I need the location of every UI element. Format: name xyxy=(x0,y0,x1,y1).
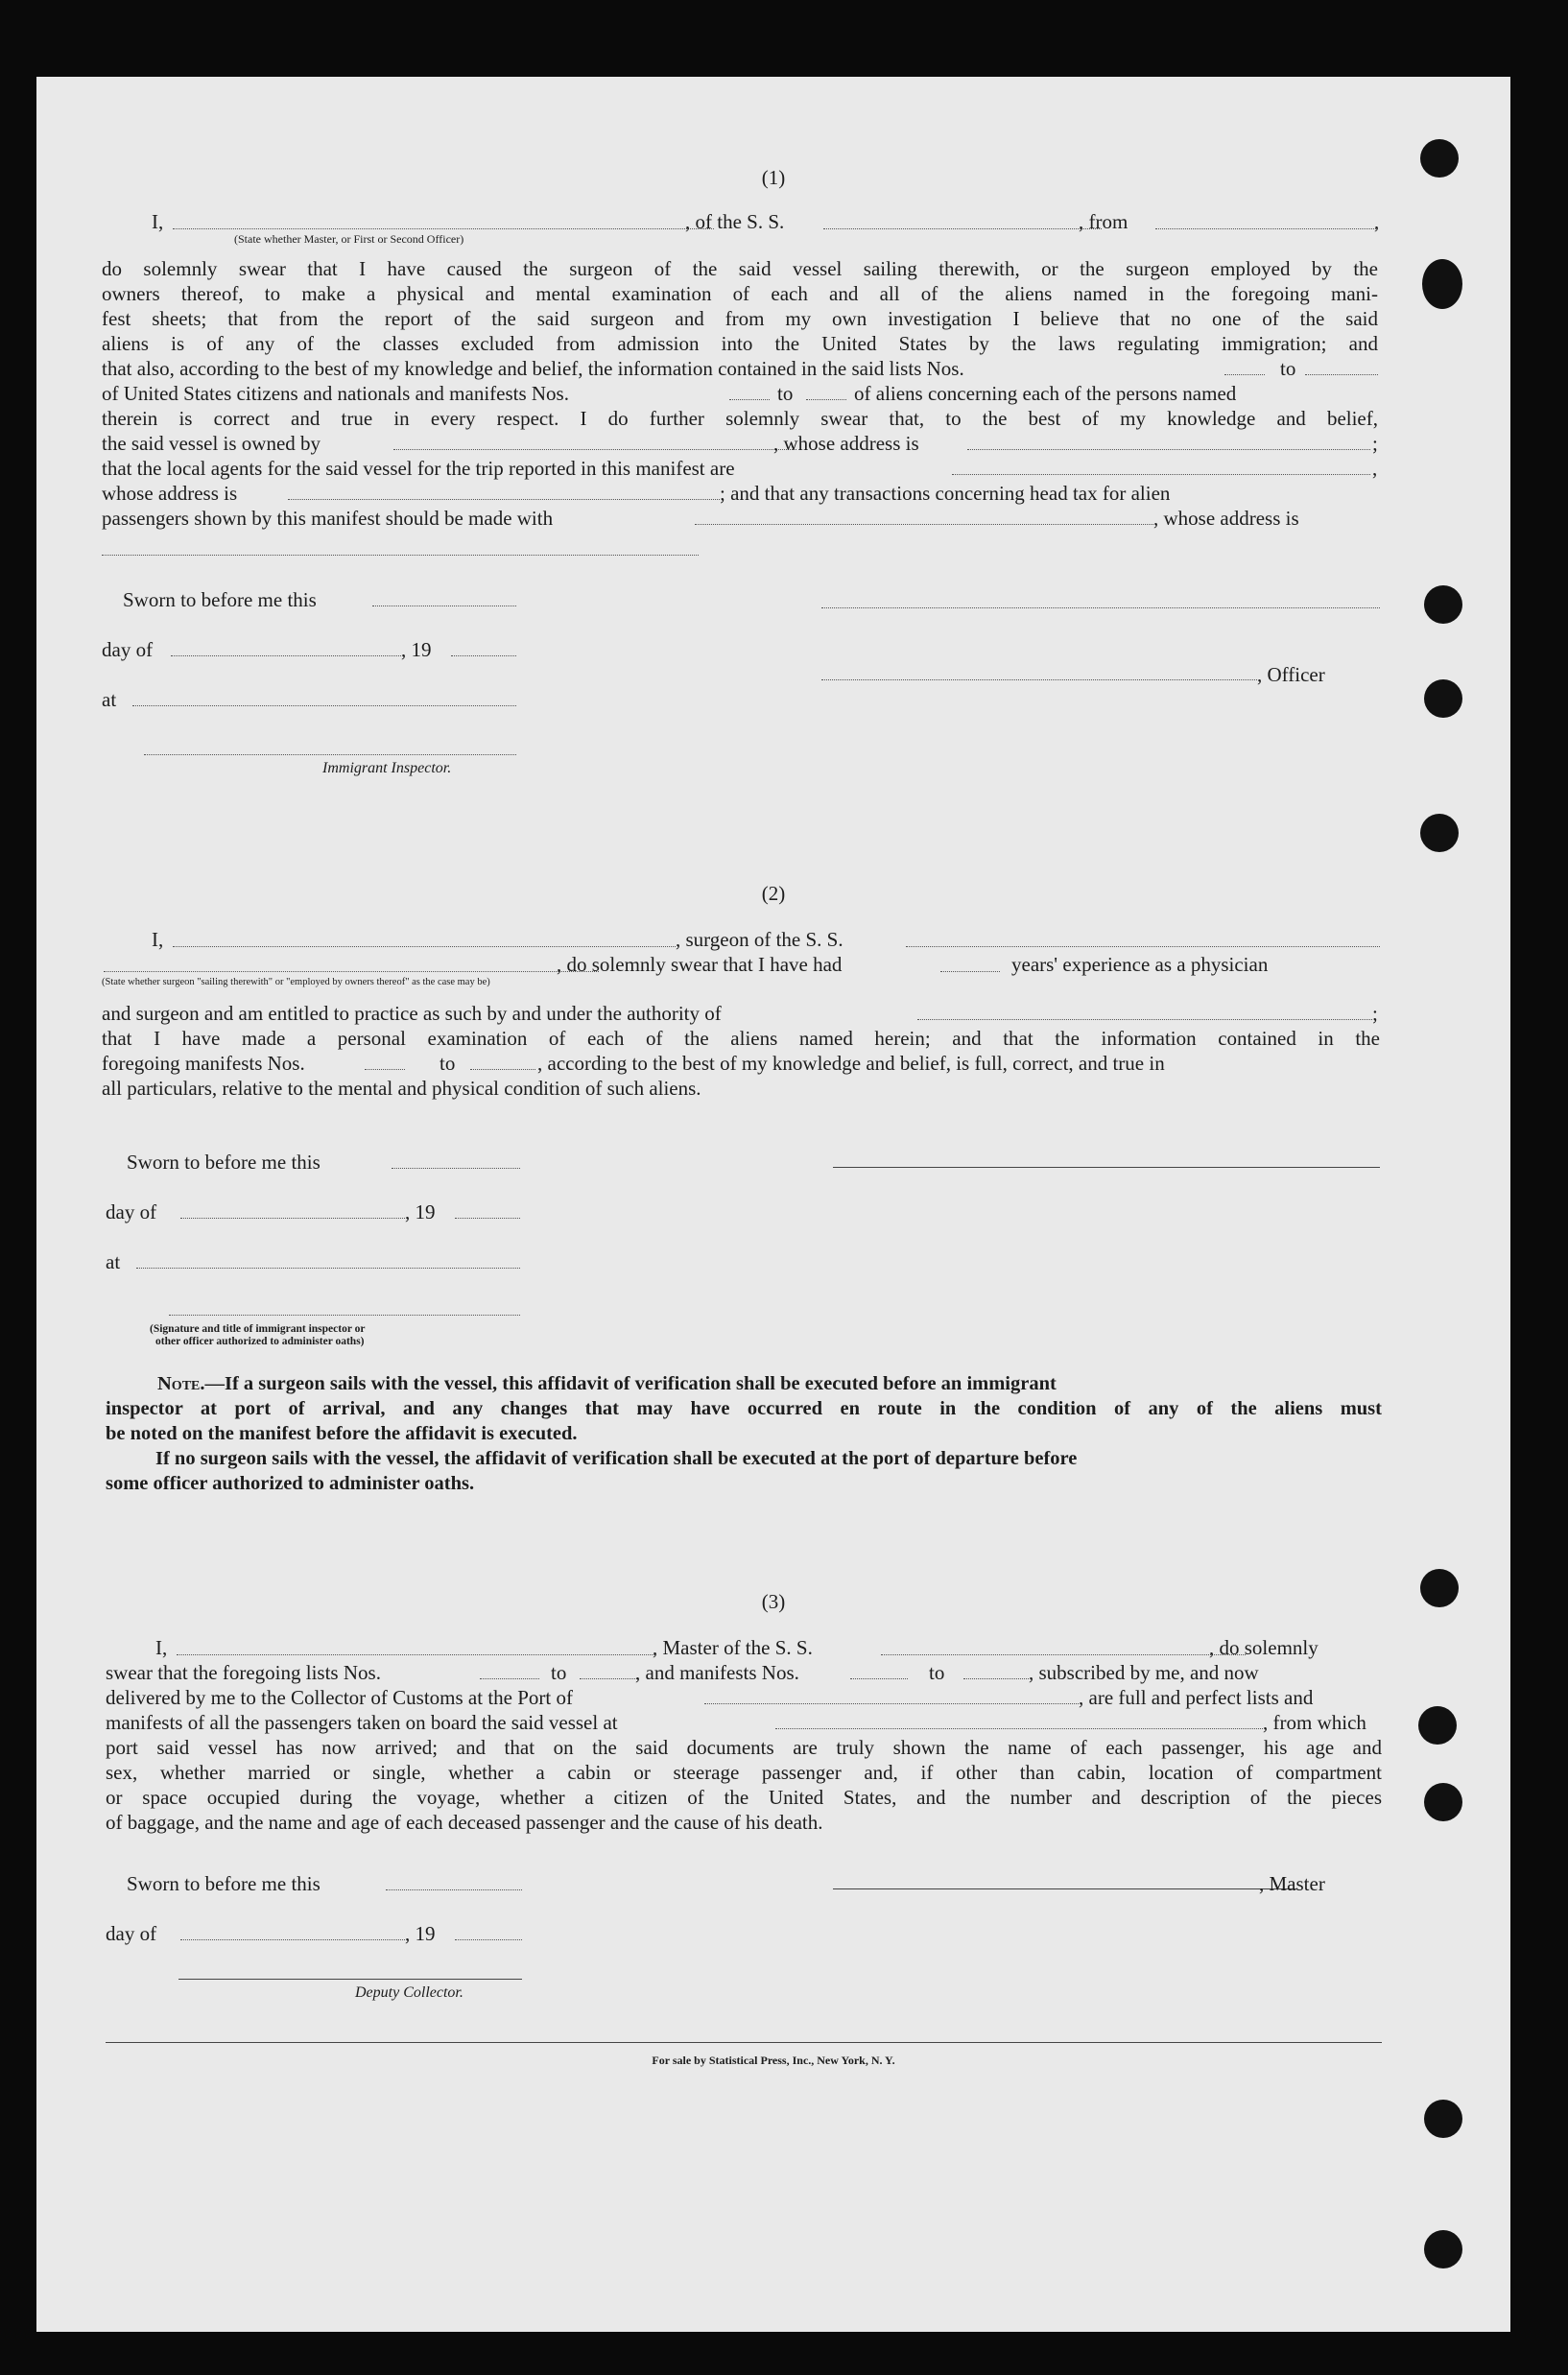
section-2-number: (2) xyxy=(761,882,786,905)
s3-year-field[interactable] xyxy=(455,1939,522,1940)
s1-line-4: aliens is of any of the classes excluded from admission into the United States by the laws regulating immigration; and xyxy=(102,332,1378,355)
s2-sig-hint-1: (Signature and title of immigrant inspector or xyxy=(150,1323,366,1335)
s1-line-6: of United States citizens and nationals and manifests Nos. xyxy=(102,382,569,405)
s3-line-7: or space occupied during the voyage, whether a citizen of the United States, and the number and description of the pieces xyxy=(106,1786,1382,1809)
punch-hole xyxy=(1420,814,1459,852)
s3-line-2a: swear that the foregoing lists Nos. xyxy=(106,1661,381,1684)
s1-of-aliens: of aliens concerning each of the persons named xyxy=(854,382,1237,405)
s1-inspector-signature-line[interactable] xyxy=(144,754,516,755)
s2-status-field[interactable] xyxy=(104,971,599,972)
s3-lists-from-field[interactable] xyxy=(480,1678,539,1679)
s3-to-1: to xyxy=(551,1661,567,1684)
s2-surgeon-name-field[interactable] xyxy=(173,946,676,947)
s1-from: , from xyxy=(1079,210,1128,233)
s1-to-1: to xyxy=(1280,357,1296,380)
s1-officer-hint: (State whether Master, or First or Second Officer) xyxy=(234,232,464,246)
s2-surgeon-of: , surgeon of the S. S. xyxy=(676,928,843,951)
punch-hole xyxy=(1424,2100,1462,2138)
s1-line-9: that the local agents for the said vessel for the trip reported in this manifest are xyxy=(102,457,735,480)
s3-line-5: port said vessel has now arrived; and that on the said documents are truly shown the name of each passenger, his age and xyxy=(106,1736,1382,1759)
s2-to: to xyxy=(440,1052,456,1075)
note-line-2: inspector at port of arrival, and any changes that may have occurred en route in the condition of any of the aliens must xyxy=(106,1398,1382,1419)
s2-year-label: , 19 xyxy=(405,1200,436,1223)
s3-month-field[interactable] xyxy=(180,1939,405,1940)
s2-at: at xyxy=(106,1250,121,1273)
s3-line-4a: manifests of all the passengers taken on board the said vessel at xyxy=(106,1711,618,1734)
s3-line-8: of baggage, and the name and age of each deceased passenger and the cause of his death. xyxy=(106,1811,823,1834)
s1-comma: , xyxy=(1374,210,1380,233)
s2-manifest-to-field[interactable] xyxy=(470,1069,535,1070)
s1-line-1: do solemnly swear that I have caused the surgeon of the said vessel sailing therewith, or the surgeon employed by the xyxy=(102,257,1378,280)
s3-sworn: Sworn to before me this xyxy=(127,1872,321,1895)
s1-comma-2: , xyxy=(1372,457,1378,480)
s2-at-field[interactable] xyxy=(136,1268,520,1269)
note-label xyxy=(157,1371,1057,1396)
s1-line-8: the said vessel is owned by xyxy=(102,432,321,455)
s3-line-2b: , and manifests Nos. xyxy=(635,1661,799,1684)
s2-line-c1: foregoing manifests Nos. xyxy=(102,1052,305,1075)
s1-semicolon: ; xyxy=(1372,432,1378,455)
s3-year-label: , 19 xyxy=(405,1922,436,1945)
s2-manifest-from-field[interactable] xyxy=(365,1069,405,1070)
s2-lead: I, xyxy=(152,928,164,951)
s2-sworn-date-field[interactable] xyxy=(392,1168,520,1169)
s1-lists-to-field[interactable] xyxy=(1305,374,1378,375)
s3-line-4b: , from which xyxy=(1263,1711,1366,1734)
s1-year-field[interactable] xyxy=(451,655,516,656)
note-line-3: be noted on the manifest before the affidavit is executed. xyxy=(106,1423,578,1444)
s1-to-2: to xyxy=(777,382,794,405)
s3-collector-signature-line[interactable] xyxy=(178,1979,522,1980)
s2-semicolon: ; xyxy=(1372,1002,1378,1025)
s1-inspector-title: Immigrant Inspector. xyxy=(322,760,452,776)
s1-at-field[interactable] xyxy=(132,705,516,706)
s1-line-11: passengers shown by this manifest should be made with xyxy=(102,507,554,530)
s2-years-field[interactable] xyxy=(940,971,1000,972)
s1-ship-field[interactable] xyxy=(823,228,1102,229)
s3-line-6: sex, whether married or single, whether a cabin or steerage passenger and, if other than cabin, location of compartment xyxy=(106,1761,1382,1784)
punch-hole xyxy=(1424,2230,1462,2268)
s1-of-ss: , of the S. S. xyxy=(685,210,785,233)
s1-head-tax-party-field[interactable] xyxy=(695,524,1153,525)
s3-solemnly: , do solemnly xyxy=(1209,1636,1319,1659)
s2-authority-field[interactable] xyxy=(917,1019,1372,1020)
s1-manifest-to-field[interactable] xyxy=(806,399,846,400)
s3-line-3a: delivered by me to the Collector of Customs at the Port of xyxy=(106,1686,573,1709)
s1-owner-address-label: , whose address is xyxy=(773,432,919,455)
s1-year-label: , 19 xyxy=(401,638,432,661)
s2-sig-hint-2: other officer authorized to administer oaths) xyxy=(155,1336,365,1347)
s1-line-3: fest sheets; that from the report of the said surgeon and from my own investigation I believe that no one of the said xyxy=(102,307,1378,330)
punch-hole xyxy=(1424,1783,1462,1821)
s2-years: years' experience as a physician xyxy=(1011,953,1269,976)
s1-head-tax: ; and that any transactions concerning head tax for alien xyxy=(720,482,1171,505)
s2-sworn: Sworn to before me this xyxy=(127,1151,321,1174)
s1-head-tax-address-field[interactable] xyxy=(102,555,699,556)
s2-day-of: day of xyxy=(106,1200,157,1223)
s2-surgeon-signature-line[interactable] xyxy=(833,1167,1380,1168)
s3-ship-field[interactable] xyxy=(881,1654,1246,1655)
s1-officer-signature-top-line[interactable] xyxy=(821,607,1380,608)
s1-owner-field[interactable] xyxy=(393,449,796,450)
note-label-text: Note. xyxy=(157,1373,205,1394)
punch-hole xyxy=(1418,1706,1457,1745)
punch-hole xyxy=(1422,259,1462,309)
s3-collector-title: Deputy Collector. xyxy=(355,1984,463,2001)
s1-lists-from-field[interactable] xyxy=(1224,374,1265,375)
s1-manifest-from-field[interactable] xyxy=(729,399,770,400)
s1-agents-field[interactable] xyxy=(952,474,1370,475)
punch-hole xyxy=(1420,139,1459,178)
s3-manifest-from-field[interactable] xyxy=(850,1678,908,1679)
s3-master-signature-line[interactable] xyxy=(833,1888,1297,1889)
punch-hole xyxy=(1420,1569,1459,1607)
s3-master-of: , Master of the S. S. xyxy=(653,1636,813,1659)
s2-year-field[interactable] xyxy=(455,1218,520,1219)
s3-lists-to-field[interactable] xyxy=(580,1678,637,1679)
s3-line-2c: , subscribed by me, and now xyxy=(1029,1661,1259,1684)
s1-line-5: that also, according to the best of my knowledge and belief, the information contained in the said lists Nos. xyxy=(102,357,964,380)
s2-line-c2: , according to the best of my knowledge and belief, is full, correct, and true in xyxy=(537,1052,1165,1075)
s3-lead: I, xyxy=(155,1636,168,1659)
s1-sworn: Sworn to before me this xyxy=(123,588,317,611)
note-line-5: some officer authorized to administer oaths. xyxy=(106,1473,475,1494)
punch-hole xyxy=(1424,585,1462,624)
s3-day-of: day of xyxy=(106,1922,157,1945)
note-line-1: —If a surgeon sails with the vessel, this affidavit of verification shall be executed before an immigrant xyxy=(204,1373,1057,1394)
s1-officer-field[interactable] xyxy=(173,228,714,229)
s2-line-a: and surgeon and am entitled to practice as such by and under the authority of xyxy=(102,1002,722,1025)
s1-month-field[interactable] xyxy=(171,655,401,656)
s2-swear: , do solemnly swear that I have had xyxy=(557,953,843,976)
s3-manifest-to-field[interactable] xyxy=(963,1678,1029,1679)
s2-status-hint: (State whether surgeon "sailing therewith" or "employed by owners thereof" as the case may be) xyxy=(102,977,490,987)
s1-officer-label: , Officer xyxy=(1257,663,1325,686)
s1-from-field[interactable] xyxy=(1155,228,1376,229)
s2-ship-field[interactable] xyxy=(906,946,1380,947)
s2-line-d: all particulars, relative to the mental and physical condition of such aliens. xyxy=(102,1077,701,1100)
s3-embark-port-field[interactable] xyxy=(775,1728,1263,1729)
s1-line-10: whose address is xyxy=(102,482,238,505)
footer-rule xyxy=(106,2042,1382,2043)
s2-line-b: that I have made a personal examination of each of the aliens named herein; and that the information contained in the xyxy=(102,1027,1380,1050)
note-line-4: If no surgeon sails with the vessel, the affidavit of verification shall be executed at the port of departure before xyxy=(155,1448,1078,1469)
s1-lead: I, xyxy=(152,210,164,233)
footer-printer: For sale by Statistical Press, Inc., New York, N. Y. xyxy=(652,2054,895,2067)
section-1-number: (1) xyxy=(761,166,786,189)
form-sheet xyxy=(36,77,1510,2332)
s1-officer-signature-line[interactable] xyxy=(821,679,1257,680)
s1-day-of: day of xyxy=(102,638,154,661)
s3-port-field[interactable] xyxy=(704,1703,1079,1704)
s1-owner-address-field[interactable] xyxy=(967,449,1370,450)
s2-month-field[interactable] xyxy=(180,1218,405,1219)
s2-inspector-signature-line[interactable] xyxy=(169,1315,520,1316)
s3-master-label: , Master xyxy=(1259,1872,1325,1895)
s1-whose-address: , whose address is xyxy=(1153,507,1299,530)
s3-line-3b: , are full and perfect lists and xyxy=(1079,1686,1314,1709)
s1-at: at xyxy=(102,688,117,711)
s1-line-7: therein is correct and true in every respect. I do further solemnly swear that, to the best of my knowledge and belief, xyxy=(102,407,1378,430)
section-3-number: (3) xyxy=(761,1590,786,1613)
s1-line-2: owners thereof, to make a physical and mental examination of each and all of the aliens named in the foregoing mani- xyxy=(102,282,1378,305)
punch-hole xyxy=(1424,679,1462,718)
s3-to-2: to xyxy=(929,1661,945,1684)
s3-master-name-field[interactable] xyxy=(177,1654,654,1655)
s1-agents-address-field[interactable] xyxy=(288,499,720,500)
s3-sworn-date-field[interactable] xyxy=(386,1889,522,1890)
